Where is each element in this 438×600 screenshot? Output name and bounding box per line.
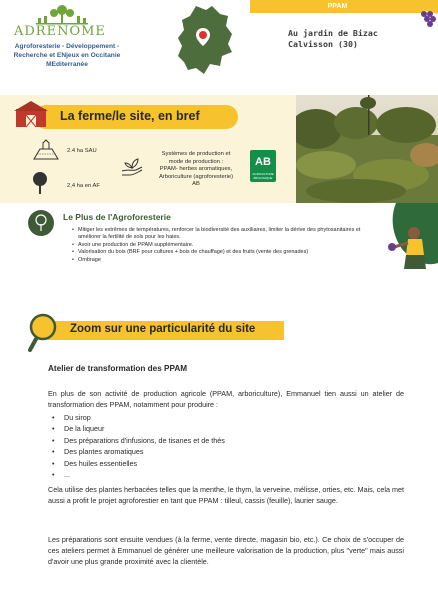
logo-subtitle: Agroforesterie - Développement - Recherche et ENjeux en Occitanie MEditerranée <box>13 43 121 68</box>
list-item: • De la liqueur <box>48 423 404 434</box>
production-line: Arboriculture (agroforesterie) <box>158 173 234 180</box>
adrenome-logo <box>6 4 128 92</box>
grapes-icon <box>400 0 438 30</box>
list-item: • Du sirop <box>48 412 404 423</box>
farm-title: La ferme/le site, en bref <box>60 109 200 123</box>
production-description <box>150 151 242 189</box>
tree-icon <box>30 171 50 195</box>
list-item: • Des plantes aromatiques <box>48 446 404 457</box>
list-item: • ... <box>48 469 404 480</box>
location-line-1: Au jardin de Bizac <box>288 28 378 38</box>
field-icon <box>32 139 60 161</box>
farm-summary-section <box>0 95 438 203</box>
sau-value: 2.4 ha SAU <box>67 148 97 154</box>
list-item: • Ombrage <box>72 257 376 264</box>
list-item: • Avoir une production de PPAM supplémentaire. <box>72 242 376 249</box>
location-pin-icon <box>196 28 210 46</box>
list-item: • Des huiles essentielles <box>48 458 404 469</box>
location <box>288 28 378 50</box>
zoom-title-band <box>48 321 284 340</box>
benefits-title: Le Plus de l'Agroforesterie <box>63 212 171 222</box>
tree-logo-icon <box>34 4 90 26</box>
magnifier-icon <box>28 312 62 352</box>
location-line-2: Calvisson (30) <box>288 39 358 49</box>
tree-circle-icon <box>28 210 54 236</box>
barn-icon <box>14 99 48 129</box>
intro-paragraph: En plus de son activité de production agricole (PPAM, arboriculture), Emmanuel tien aussi un atelier de transformation des PPAM, notamment pour produire : <box>48 389 404 409</box>
header <box>0 0 438 95</box>
products-list <box>48 412 404 480</box>
ab-logo-subtext: AGRICULTURE BIOLOGIQUE <box>252 172 274 180</box>
farm-photo <box>296 95 438 203</box>
production-line: mode de production : <box>168 158 224 165</box>
workshop-subtitle: Atelier de transformation des PPAM <box>48 364 188 373</box>
hand-plant-icon <box>120 155 144 177</box>
production-line: AB <box>192 181 200 188</box>
plants-paragraph: Cela utilise des plantes herbacées telles que la menthe, le thym, la verveine, mélisse, orties, etc. Mais, cela met aussi a profit le projet agroforestier en tant que PPAM : tilleul, cassis (feuille), laurier sauge. <box>48 485 404 505</box>
sales-paragraph: Les préparations sont ensuite vendues (à la ferme, vente directe, magasin bio, etc.). Ce choix de s'occuper de ces ateliers permet à Emmanuel de générer une meilleure valorisation de la production, plus "verte" mais aussi d'avoir une plus grande proximité avec la clientèle. <box>48 535 404 566</box>
agroforestry-benefits-section <box>0 203 438 298</box>
woman-illustration <box>376 203 438 275</box>
farm-title-band <box>34 105 238 129</box>
list-item: • Valorisation du bois (BRF pour cultures + bois de chauffage) et des fruits (vente des grenades) <box>72 249 376 256</box>
ab-organic-logo <box>250 150 276 182</box>
af-value: 2,4 ha en AF <box>67 183 100 189</box>
zoom-section-header <box>0 298 438 364</box>
list-item: • Des préparations d'infusions, de tisanes et de thés <box>48 435 404 446</box>
production-line: Systèmes de production et <box>161 151 231 157</box>
category-badge <box>250 0 425 13</box>
production-line: PPAM- herbes aromatiques, <box>159 166 233 173</box>
ab-logo-text: AB <box>255 156 271 168</box>
category-badge-label: PPAM <box>327 3 348 10</box>
benefits-list <box>72 227 376 264</box>
logo-text: ADRENOME <box>14 24 106 39</box>
zoom-title: Zoom sur une particularité du site <box>70 323 256 335</box>
list-item: • Mitiger les extrêmes de températures, renforcer la biodiversité des auxiliaires, limiter la dérive des phytosanitaires et améliorer la fertilité de sols pour les haies. <box>72 227 376 242</box>
